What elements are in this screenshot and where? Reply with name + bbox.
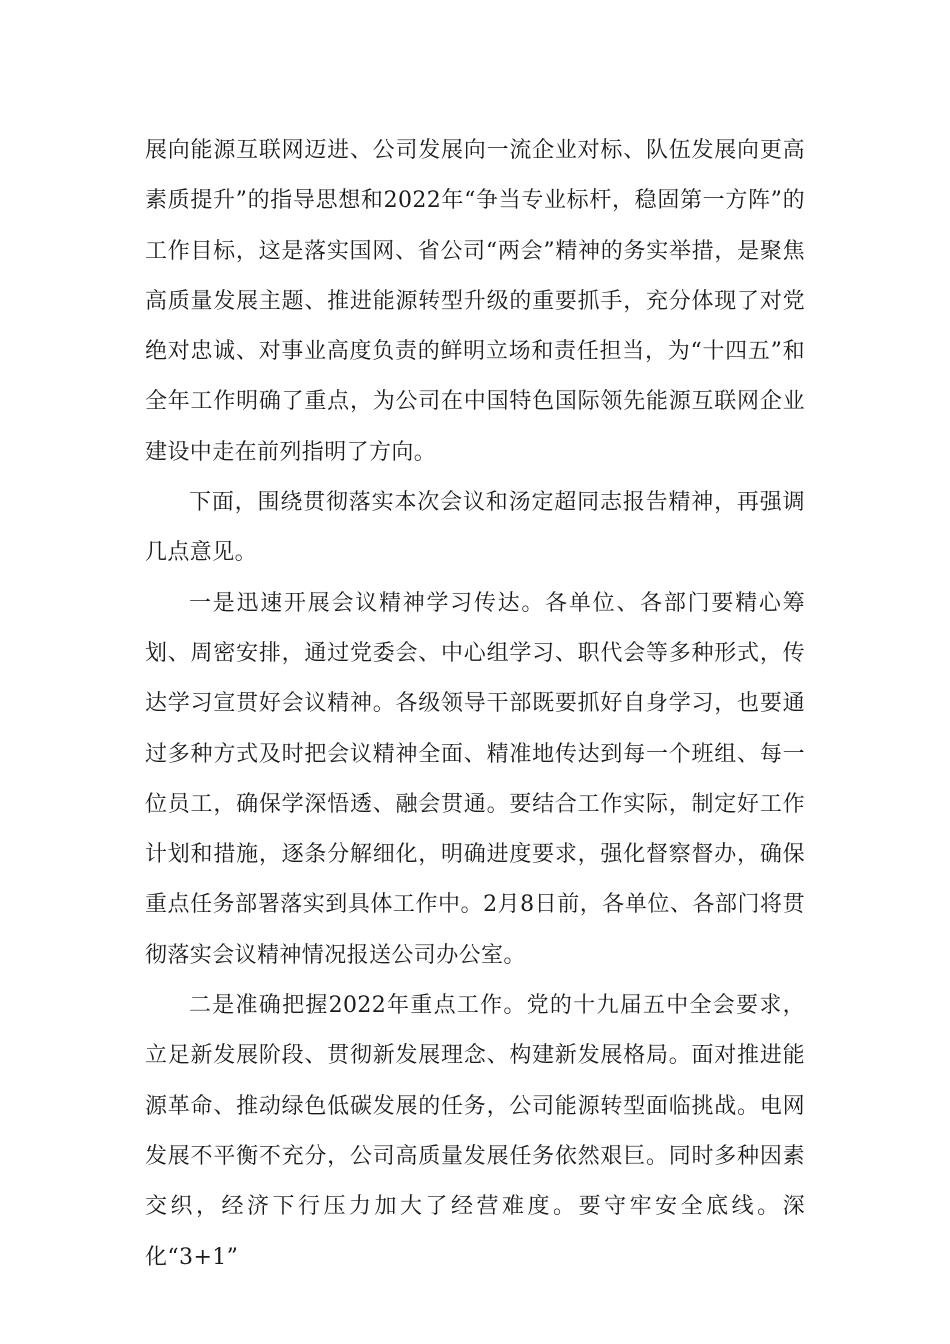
paragraph-point-two: 二是准确把握2022年重点工作。党的十九届五中全会要求，立足新发展阶段、贯彻新发展理念、构建新发展格局。面对推进能源革命、推动绿色低碳发展的任务，公司能源转型面临挑战。电网发展不平衡不充分，公司高质量发展任务依然艰巨。同时多种因素交织，经济下行压力加大了经营难度。要守牢安全底线。深化“3+1” — [145, 993, 805, 1270]
paragraph-continuation: 展向能源互联网迈进、公司发展向一流企业对标、队伍发展向更高素质提升”的指导思想和2022年“争当专业标杆，稳固第一方阵”的工作目标，这是落实国网、省公司“两会”精神的务实举措，是聚焦高质量发展主题、推进能源转型升级的重要抓手，充分体现了对党绝对忠诚、对事业高度负责的鲜明立场和责任担当，为“十四五”和全年工作明确了重点，为公司在中国特色国际领先能源互联网企业建设中走在前列指明了方向。 — [145, 138, 805, 465]
paragraph-point-one: 一是迅速开展会议精神学习传达。各单位、各部门要精心筹划、周密安排，通过党委会、中心组学习、职代会等多种形式，传达学习宣贯好会议精神。各级领导干部既要抓好自身学习，也要通过多种方式及时把会议精神全面、精准地传达到每一个班组、每一位员工，确保学深悟透、融会贯通。要结合工作实际，制定好工作计划和措施，逐条分解细化，明确进度要求，强化督察督办，确保重点任务部署落实到具体工作中。2月8日前，各单位、各部门将贯彻落实会议精神情况报送公司办公室。 — [145, 590, 805, 968]
document-body — [145, 126, 805, 1283]
paragraph-intro: 下面，围绕贯彻落实本次会议和汤定超同志报告精神，再强调几点意见。 — [145, 490, 805, 566]
